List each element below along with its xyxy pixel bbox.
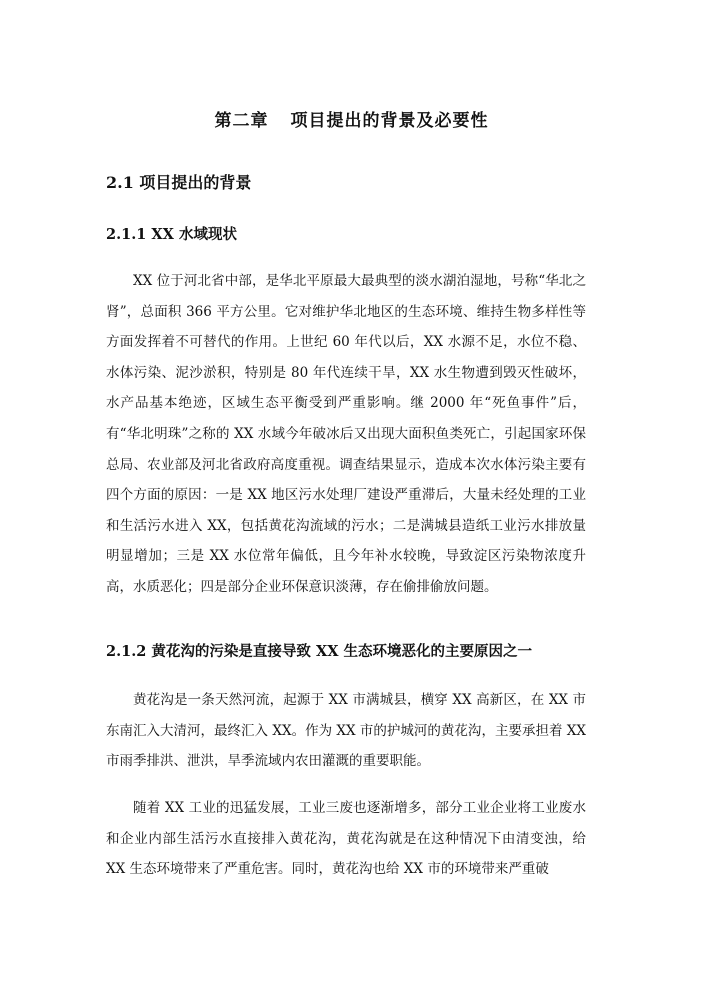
subsection-heading-huanghua-pollution: 2.1.2 黄花沟的污染是直接导致 XX 生态环境恶化的主要原因之一 — [106, 643, 533, 660]
section-heading: 2.1 项目提出的背景 — [106, 173, 252, 192]
subsection-heading-water-status: 2.1.1 XX 水域现状 — [106, 226, 237, 243]
paragraph-industrial-pollution: 随着 XX 工业的迅猛发展，工业三废也逐渐增多，部分工业企业将工业废水和企业内部生活污水直接排入黄花沟，黄花沟就是在这种情况下由清变浊，给 XX 生态环境带来了严重危害。同时，黄花沟也给 XX 市的环境带来严重破 — [106, 800, 586, 878]
paragraph-huanghua-river: 黄花沟是一条天然河流，起源于 XX 市满城县，横穿 XX 高新区，在 XX 市东南汇入大清河，最终汇入 XX。作为 XX 市的护城河的黄花沟，主要承担着 XX 市雨季排洪、泄洪，旱季流域内农田灌溉的重要职能。 — [106, 692, 586, 770]
paragraph-water-status: XX 位于河北省中部，是华北平原最大最典型的淡水湖泊湿地，号称“华北之肾”，总面积 366 平方公里。它对维护华北地区的生态环境、维持生物多样性等方面发挥着不可替代的作用。上世纪 60 年代以后，XX 水源不足，水位不稳、水体污染、泥沙淤积，特别是 80 年代连续干旱，XX 水生物遭到毁灭性破坏，水产品基本绝迹，区域生态平衡受到严重影响。继 2000 年“死鱼事件”后，有“华北明珠”之称的 XX 水域今年破冰后又出现大面积鱼类死亡，引起国家环保总局、农业部及河北省政府高度重视。调查结果显示，造成本次水体污染主要有四个方面的原因：一是 XX 地区污水处理厂建设严重滞后，大量未经处理的工业和生活污水进入 XX，包括黄花沟流域的污水；二是满城县造纸工业污水排放量明显增加；三是 XX 水位常年偏低，且今年补水较晚，导致淀区污染物浓度升高，水质恶化；四是部分企业环保意识淡薄，存在偷排偷放问题。 — [106, 273, 586, 595]
chapter-title-text: 项目提出的背景及必要性 — [290, 111, 489, 131]
chapter-title — [0, 106, 703, 131]
chapter-number: 第二章 — [214, 111, 269, 131]
